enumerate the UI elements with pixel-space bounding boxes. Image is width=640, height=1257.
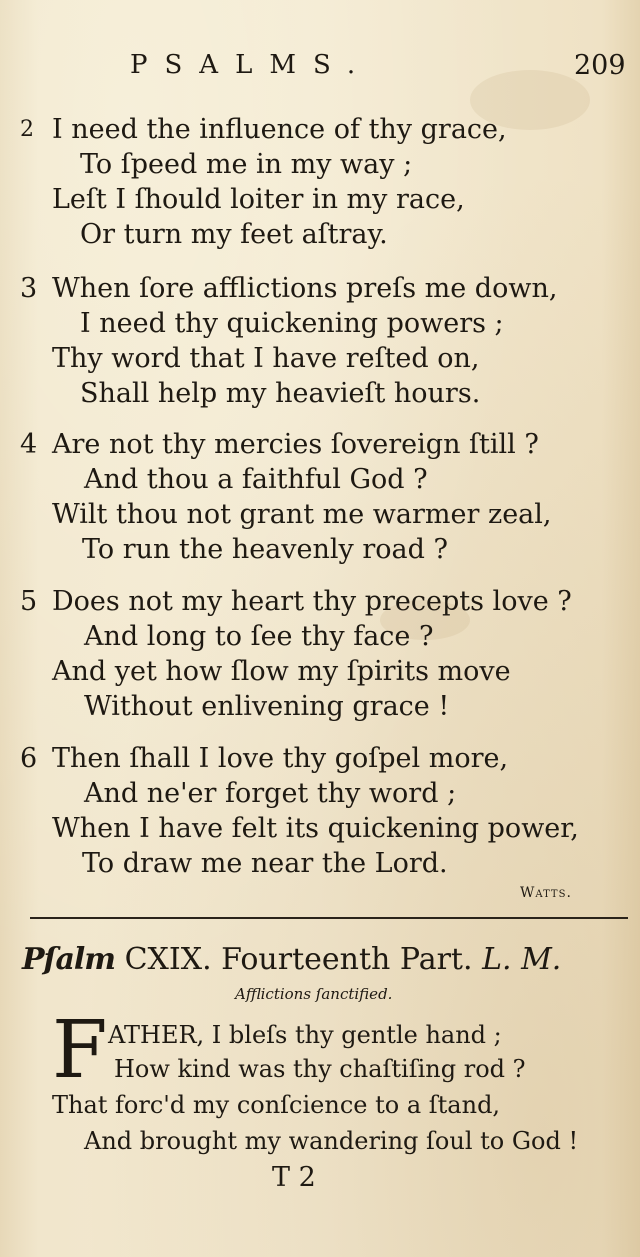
drop-cap: F xyxy=(52,1003,108,1096)
stanza-number: 4 xyxy=(20,429,38,460)
verse-line: Then ſhall I love thy goſpel more, xyxy=(52,743,509,774)
verse-line: I need thy quickening powers ; xyxy=(80,308,504,339)
verse-line: Shall help my heavieſt hours. xyxy=(80,378,481,409)
verse-line: And brought my wandering ſoul to God ! xyxy=(84,1127,579,1155)
verse-line: How kind was thy chaſtiſing rod ? xyxy=(114,1055,526,1083)
verse-line: I need the influence of thy grace, xyxy=(52,114,507,145)
verse-line: When ſore afflictions preſs me down, xyxy=(52,273,558,304)
verse-line: And long to ſee thy face ? xyxy=(84,621,434,652)
verse-line: Does not my heart thy precepts love ? xyxy=(52,586,572,617)
psalm-title: CXIX. Fourteenth Part. xyxy=(115,942,483,977)
page-number: 209 xyxy=(574,50,626,81)
verse-line: To draw me near the Lord. xyxy=(82,848,448,879)
signature-mark: T 2 xyxy=(272,1162,316,1193)
verse-line: When I have felt its quickening power, xyxy=(52,813,579,844)
verse-line: To ſpeed me in my way ; xyxy=(80,149,413,180)
verse-line: And thou a faithful God ? xyxy=(84,464,428,495)
psalm-meter: L. M. xyxy=(482,942,562,977)
stanza-number: 5 xyxy=(20,586,38,617)
section-divider xyxy=(30,917,628,919)
verse-line: Wilt thou not grant me warmer zeal, xyxy=(52,499,552,530)
hymn-attribution: Watts. xyxy=(520,885,572,901)
verse-line: That forc'd my conſcience to a ſtand, xyxy=(52,1091,501,1119)
verse-line: And ne'er forget thy word ; xyxy=(84,778,457,809)
psalm-subheading: Afflictions ſanctified. xyxy=(235,985,393,1003)
verse-line: Are not thy mercies ſovereign ſtill ? xyxy=(52,429,539,460)
stanza-number: 6 xyxy=(20,743,38,774)
psalm-label: Pſalm xyxy=(22,942,116,977)
stanza-number: 2 xyxy=(20,117,34,142)
verse-line: ATHER, I bleſs thy gentle hand ; xyxy=(108,1021,502,1049)
stanza-number: 3 xyxy=(20,273,38,304)
verse-line: Without enlivening grace ! xyxy=(84,691,450,722)
verse-line: And yet how ſlow my ſpirits move xyxy=(52,656,511,687)
running-head: PSALMS. xyxy=(130,50,373,80)
psalm-heading xyxy=(22,940,561,980)
verse-line: To run the heavenly road ? xyxy=(82,534,448,565)
verse-line: Or turn my feet aſtray. xyxy=(80,219,388,250)
verse-line: Leſt I ſhould loiter in my race, xyxy=(52,184,465,215)
verse-line: Thy word that I have reſted on, xyxy=(52,343,480,374)
